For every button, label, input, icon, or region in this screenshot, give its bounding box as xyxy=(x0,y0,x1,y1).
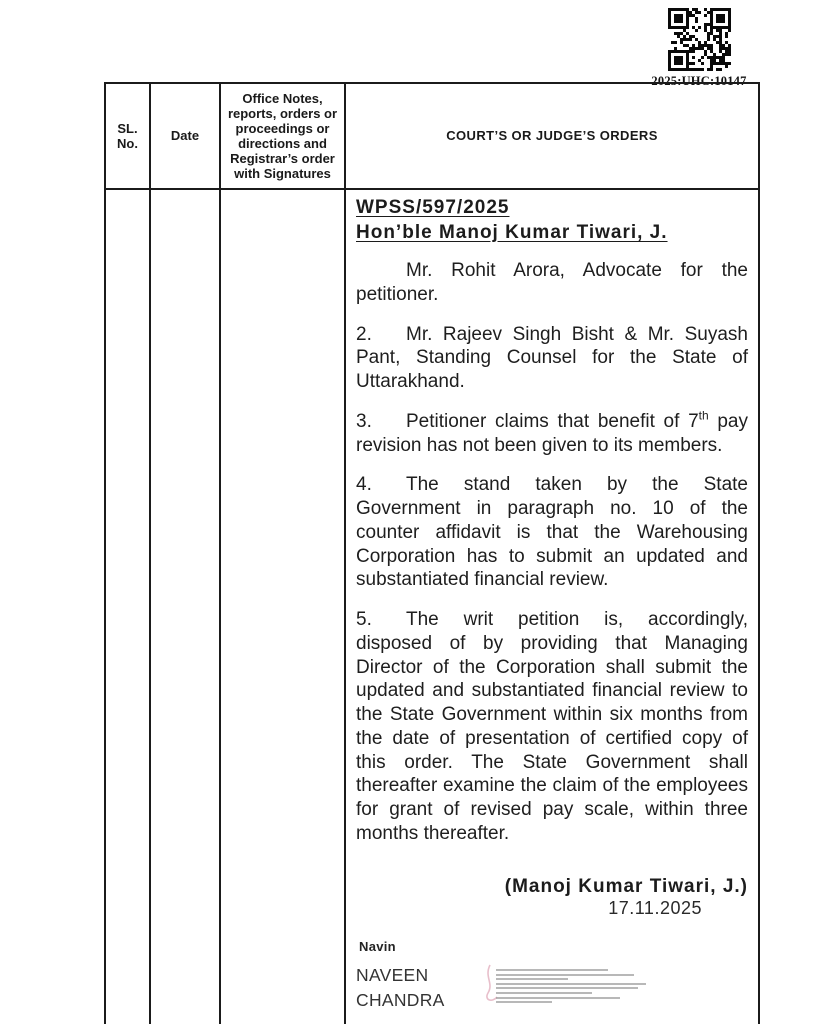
paragraph-text: The writ petition is, accordingly, disposed of by providing that Managing Director of the Corporation shall submit the updated and substantiated financial review to the State Government within six months from the date of presentation of certified copy of this order. The State Government shall thereafter examine the claim of the employees for grant of revised pay scale, within three months thereafter. xyxy=(356,609,748,844)
paragraph-text: Mr. Rohit Arora, Advocate for the petitioner. xyxy=(356,260,748,305)
order-paragraph-3 xyxy=(356,410,748,458)
digital-signature-details xyxy=(496,967,646,1006)
signature-detail-line xyxy=(496,992,592,994)
body-cell-date xyxy=(151,190,221,1024)
judge-signature-name: (Manoj Kumar Tiwari, J.) xyxy=(504,875,748,897)
paragraph-text: Mr. Rajeev Singh Bisht & Mr. Suyash Pant, Standing Counsel for the State of Uttarakhand. xyxy=(356,323,748,392)
case-reference-number: 2025:UHC:10147 xyxy=(651,74,747,88)
paragraph-number: 5. xyxy=(356,609,372,630)
judge-coram: Hon’ble Manoj Kumar Tiwari, J. xyxy=(356,222,668,243)
assistant-name: Navin xyxy=(359,938,396,954)
header-courts-orders: COURT’S OR JUDGE’S ORDERS xyxy=(346,84,758,190)
digital-signer-name: NAVEEN CHANDRA xyxy=(356,964,445,1010)
case-number: WPSS/597/2025 xyxy=(356,197,510,218)
paragraph-text: pay revision has not been given to its members. xyxy=(356,410,748,456)
order-paragraph-4 xyxy=(356,473,748,592)
signature-detail-line xyxy=(496,997,620,999)
paragraph-text: Petitioner claims that benefit of 7 xyxy=(406,410,699,432)
signature-detail-line xyxy=(496,987,638,989)
order-body xyxy=(346,190,758,1024)
signature-detail-line xyxy=(496,1001,552,1003)
header-sl-no: SL. No. xyxy=(106,84,151,190)
paragraph-number: 4. xyxy=(356,474,372,496)
header-office-notes: Office Notes, reports, orders or proceedings or directions and Registrar’s order with Signatures xyxy=(221,84,346,190)
paragraph-number: 3. xyxy=(356,410,372,432)
signature-detail-line xyxy=(496,983,646,985)
order-paragraph-1 xyxy=(356,259,748,307)
signature-detail-line xyxy=(496,969,608,971)
ordinal-superscript: th xyxy=(698,408,709,423)
header-date: Date xyxy=(151,84,221,190)
qr-block xyxy=(646,8,752,89)
qr-code-icon xyxy=(668,8,731,71)
body-cell-office-notes xyxy=(221,190,346,1024)
signature-detail-line xyxy=(496,974,634,976)
paragraph-number: 2. xyxy=(356,323,372,345)
body-cell-sl-no xyxy=(106,190,151,1024)
order-date: 17.11.2025 xyxy=(608,897,702,918)
order-paragraph-5 xyxy=(356,608,748,846)
order-paragraph-2 xyxy=(356,323,748,394)
signature-detail-line xyxy=(496,978,568,980)
order-sheet-table xyxy=(104,82,760,1024)
signature-block xyxy=(356,876,748,919)
paragraph-text: The stand taken by the State Government in paragraph no. 10 of the counter affidavit is that the Warehousing Corporation has to submit an updated and substantiated financial review. xyxy=(356,474,748,591)
digital-signature-row xyxy=(356,963,748,1014)
